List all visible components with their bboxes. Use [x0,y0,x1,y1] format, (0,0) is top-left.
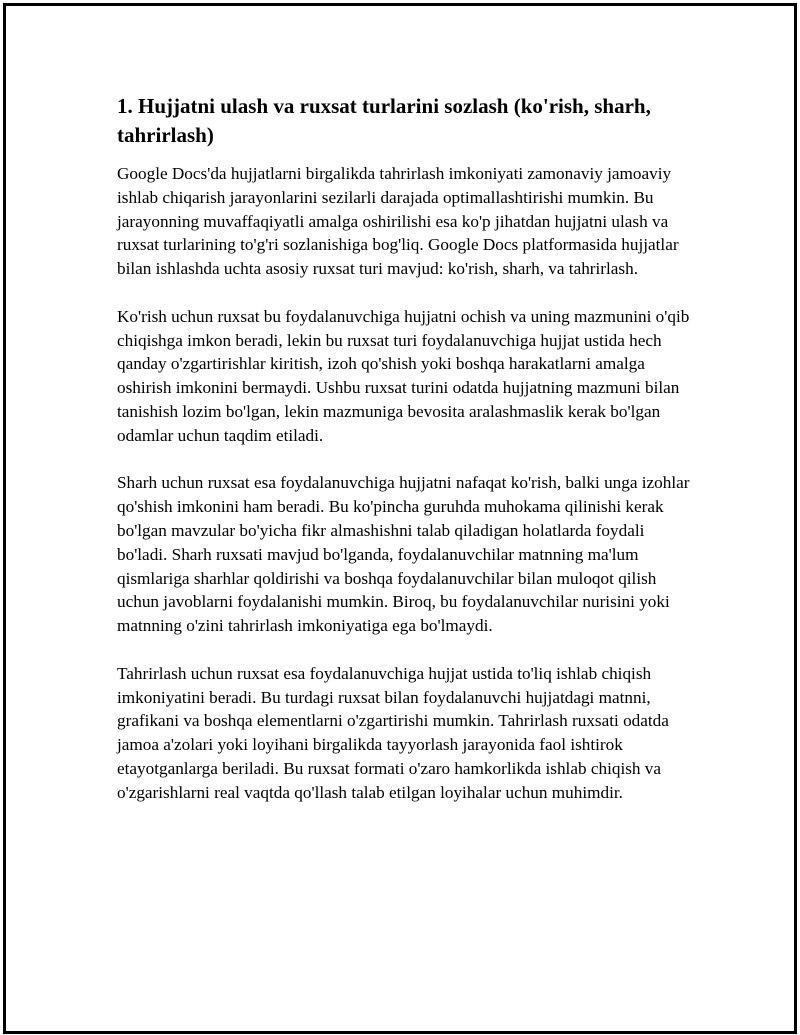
section-heading: 1. Hujjatni ulash va ruxsat turlarini sozlash (ko'rish, sharh, tahrirlash) [117,94,651,147]
paragraph-view-permission: Ko'rish uchun ruxsat bu foydalanuvchiga hujjatni ochish va uning mazmunini o'qib chiqishga imkon beradi, lekin bu ruxsat turi foydalanuvchiga hujjat ustida hech qanday o'zgartirishlar kiritish, izoh qo'shish yoki boshqa harakatlarni amalga oshirish imkonini bermaydi. Ushbu ruxsat turini odatda hujjatning mazmuni bilan tanishish lozim bo'lgan, lekin mazmuniga bevosita aralashmaslik kerak bo'lgan odamlar uchun taqdim etiladi. [117,306,690,445]
paragraph-edit-permission: Tahrirlash uchun ruxsat esa foydalanuvchiga hujjat ustida to'liq ishlab chiqish imkoniyatini beradi. Bu turdagi ruxsat bilan foydalanuvchi hujjatdagi matnni, grafikani va boshqa elementlarni o'zgartirishi mumkin. Tahrirlash ruxsati odatda jamoa a'zolari yoki loyihani birgalikda tayyorlash jarayonida faol ishtirok etayotganlarga beriladi. Bu ruxsat formati o'zaro hamkorlikda ishlab chiqish va o'zgarishlarni real vaqtda qo'llash talab etilgan loyihalar uchun muhimdir. [117,663,669,802]
paragraph-comment-permission: Sharh uchun ruxsat esa foydalanuvchiga hujjatni nafaqat ko'rish, balki unga izohlar qo'shish imkonini ham beradi. Bu ko'pincha guruhda muhokama qilinishi kerak bo'lgan mavzular bo'yicha fikr almashishni talab qiladigan holatlarda foydali bo'ladi. Sharh ruxsati mavjud bo'lganda, foydalanuvchilar matnning ma'lum qismlariga sharhlar qoldirishi va boshqa foydalanuvchilar bilan muloqot qilish uchun javoblarni foydalanishi mumkin. Biroq, bu foydalanuvchilar nurisini yoki matnning o'zini tahrirlash imkoniyatiga ega bo'lmaydi. [117,473,690,636]
paragraph-intro: Google Docs'da hujjatlarni birgalikda tahrirlash imkoniyati zamonaviy jamoaviy ishlab chiqarish jarayonlarini sezilarli darajada optimallashtirishi mumkin. Bu jarayonning muvaffaqiyatli amalga oshirilishi esa ko'p jihatdan hujjatni ulash va ruxsat turlarining to'g'ri sozlanishiga bog'liq. Google Docs platformasida hujjatlar bilan ishlashda uchta asosiy ruxsat turi mavjud: ko'rish, sharh, va tahrirlash. [117,164,679,279]
document-body [117,92,697,828]
